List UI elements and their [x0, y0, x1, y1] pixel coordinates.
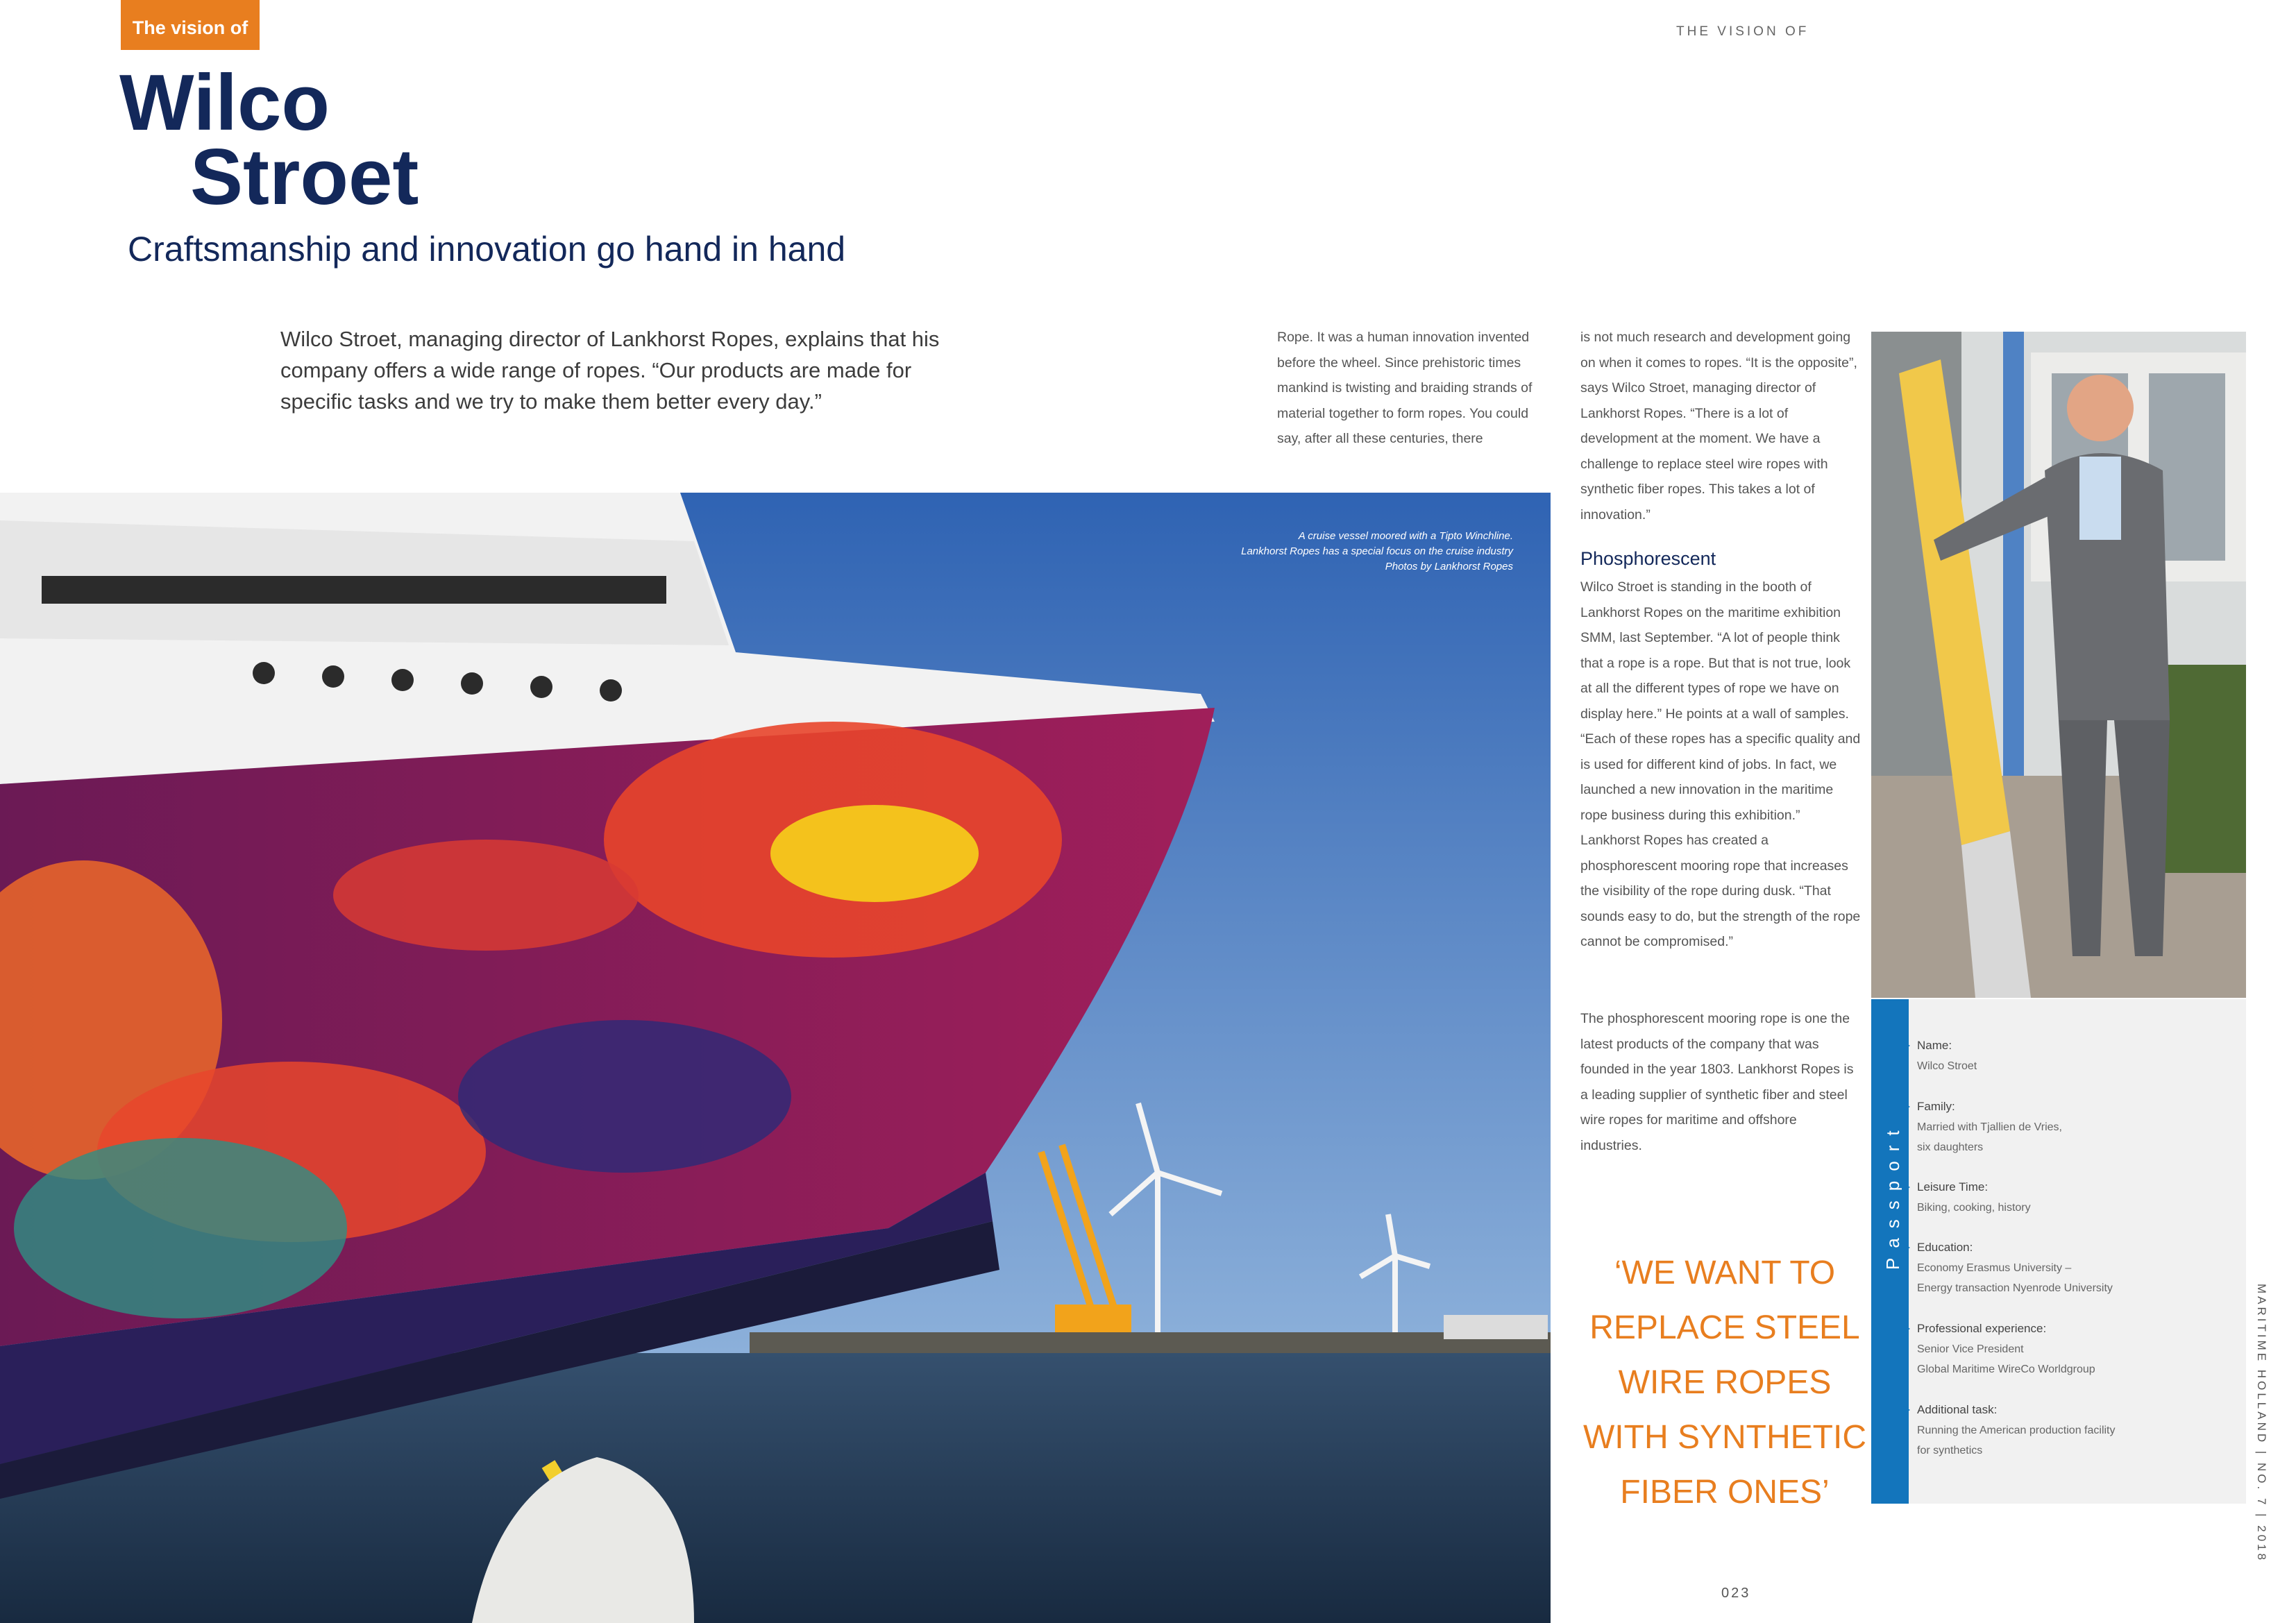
cruise-ship-photo — [0, 493, 1551, 1623]
section-tag: The vision of — [121, 0, 260, 50]
passport-item-education — [1917, 1237, 2236, 1298]
passport-value: for synthetics — [1917, 1445, 1983, 1456]
passport-title: Passport — [1882, 1121, 1903, 1270]
passport-value: Biking, cooking, history — [1917, 1202, 2031, 1214]
intro-paragraph: Wilco Stroet, managing director of Lankhorst Ropes, explains that his company offers a wide range of ropes. “Our products are made for specific tasks and we try to make them better every day.” — [280, 327, 940, 414]
photo-caption-line-2: Lankhorst Ropes has a special focus on the cruise industry — [1241, 545, 1513, 557]
passport-item-experience — [1917, 1318, 2236, 1379]
passport-item-name — [1917, 1035, 2236, 1076]
article-subtitle: Craftsmanship and innovation go hand in hand — [128, 230, 846, 269]
section-heading: Phosphorescent — [1580, 548, 1716, 569]
running-head: THE VISION OF — [1676, 24, 1809, 39]
publication-credit: MARITIME HOLLAND | NO. 7 | 2018 — [2255, 1284, 2268, 1563]
passport-label: Education: — [1917, 1241, 1973, 1254]
portrait-photo — [1871, 332, 2246, 998]
passport-label: Family: — [1917, 1100, 1955, 1113]
passport-value: six daughters — [1917, 1141, 1984, 1153]
passport-value: Economy Erasmus University – — [1917, 1262, 2072, 1274]
article-column-3: Wilco Stroet is standing in the booth of Lankhorst Ropes on the maritime exhibition SMM, last September. “A lot of people think that a rope is a rope. But that is not true, look at all the different types of rope we have on display here.” He points at a wall of samples. “Each of these ropes has a specific quality and is used for different kind of jobs. In fact, we launched a new innovation in the maritime rope business during this exhibition.” Lankhorst Ropes has created a phosphorescent mooring rope that increases the visibility of the rope during dusk. “That sounds easy to do, but the strength of the rope cannot be compromised.” — [1580, 579, 1861, 949]
photo-caption-line-1: A cruise vessel moored with a Tipto Winchline. — [1298, 530, 1513, 542]
pull-quote: ‘WE WANT TO REPLACE STEEL WIRE ROPES WITH SYNTHETIC FIBER ONES’ — [1583, 1255, 1866, 1511]
article-column-4: The phosphorescent mooring rope is one the latest products of the company that was founded in the year 1803. Lankhorst Ropes is a leading supplier of synthetic fiber and steel wire ropes for maritime and offshore industries. — [1580, 1011, 1854, 1153]
passport-value: Senior Vice President — [1917, 1343, 2024, 1355]
passport-value: Married with Tjallien de Vries, — [1917, 1121, 2062, 1133]
passport-value: Energy transaction Nyenrode University — [1917, 1282, 2113, 1294]
title-last-name: Stroet — [190, 133, 419, 221]
arrow-icon — [1902, 1243, 1910, 1252]
title-first-name: Wilco — [119, 59, 330, 147]
passport-label: Leisure Time: — [1917, 1180, 1989, 1193]
passport-label: Professional experience: — [1917, 1322, 2047, 1335]
passport-item-family — [1917, 1096, 2236, 1157]
arrow-icon — [1902, 1324, 1910, 1334]
photo-caption-line-3: Photos by Lankhorst Ropes — [1385, 561, 1513, 572]
passport-value: Wilco Stroet — [1917, 1060, 1977, 1072]
arrow-icon — [1902, 1102, 1910, 1112]
arrow-icon — [1902, 1182, 1910, 1192]
passport-item-leisure — [1917, 1177, 2236, 1218]
page-number: 023 — [1721, 1586, 1751, 1601]
passport-label: Name: — [1917, 1039, 1952, 1052]
passport-item-additional — [1917, 1400, 2236, 1461]
article-column-2: is not much research and development going on when it comes to ropes. “It is the opposite”, says Wilco Stroet, managing director of Lankhorst Ropes. “There is a lot of development at the moment. We have a challenge to replace steel wire ropes with synthetic fiber ropes. This takes a lot of innovation.” — [1580, 330, 1857, 522]
passport-value: Global Maritime WireCo Worldgroup — [1917, 1363, 2095, 1375]
photo-caption — [1041, 529, 1513, 575]
passport-value: Running the American production facility — [1917, 1425, 2116, 1436]
arrow-icon — [1902, 1405, 1910, 1415]
arrow-icon — [1902, 1041, 1910, 1051]
passport-label: Additional task: — [1917, 1403, 1998, 1416]
article-column-1: Rope. It was a human innovation invented before the wheel. Since prehistoric times mankind is twisting and braiding strands of material together to form ropes. You could say, after all these centuries, there — [1277, 330, 1533, 446]
